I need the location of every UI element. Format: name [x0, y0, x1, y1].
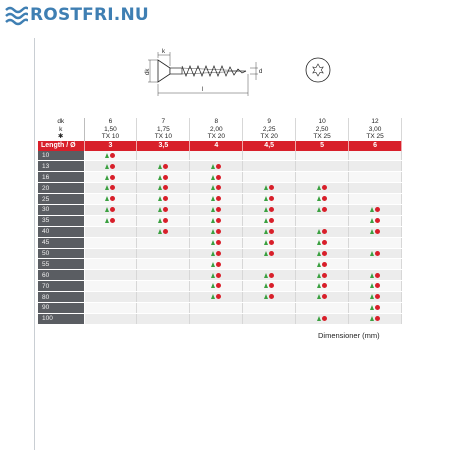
- dot-icon: [163, 229, 168, 234]
- dot-icon: [322, 283, 327, 288]
- dot-icon: [163, 164, 168, 169]
- availability-cell: [190, 172, 243, 183]
- length-cell: 30: [38, 204, 84, 215]
- dot-icon: [216, 273, 221, 278]
- header-cell: 1,50: [84, 126, 137, 134]
- triangle-icon: [370, 305, 374, 310]
- triangle-icon: [211, 294, 215, 299]
- table-row: [38, 270, 402, 281]
- triangle-icon: [264, 283, 268, 288]
- availability-cell: [243, 237, 296, 248]
- triangle-icon: [158, 164, 162, 169]
- table-row: [38, 259, 402, 270]
- triangle-icon: [317, 273, 321, 278]
- availability-cell: [296, 313, 349, 324]
- dot-icon: [322, 185, 327, 190]
- dot-icon: [375, 218, 380, 223]
- triangle-icon: [211, 251, 215, 256]
- availability-cell: [243, 248, 296, 259]
- availability-cell: [84, 281, 137, 292]
- dk-label: dk: [145, 68, 151, 75]
- availability-cell: [190, 161, 243, 172]
- dimension-table: [38, 118, 402, 325]
- availability-cell: [137, 259, 190, 270]
- triangle-icon: [370, 316, 374, 321]
- triangle-icon: [211, 262, 215, 267]
- triangle-icon: [105, 164, 109, 169]
- availability-cell: [190, 248, 243, 259]
- triangle-icon: [370, 218, 374, 223]
- header-cell: TX 20: [243, 133, 296, 141]
- diameter-cell: 6: [349, 141, 402, 151]
- dot-icon: [269, 196, 274, 201]
- triangle-icon: [211, 229, 215, 234]
- dot-icon: [216, 283, 221, 288]
- availability-cell: [137, 313, 190, 324]
- brand-name: ROSTFRI.NU: [30, 5, 149, 25]
- header-cell: 2,25: [243, 126, 296, 134]
- dot-icon: [110, 207, 115, 212]
- availability-cell: [296, 270, 349, 281]
- length-cell: 13: [38, 161, 84, 172]
- availability-cell: [349, 313, 402, 324]
- availability-cell: [84, 259, 137, 270]
- length-cell: 70: [38, 281, 84, 292]
- availability-cell: [84, 248, 137, 259]
- availability-cell: [243, 204, 296, 215]
- availability-cell: [243, 183, 296, 194]
- triangle-icon: [370, 251, 374, 256]
- dot-icon: [375, 305, 380, 310]
- dot-icon: [163, 175, 168, 180]
- length-cell: 35: [38, 215, 84, 226]
- dot-icon: [216, 164, 221, 169]
- length-cell: 25: [38, 194, 84, 205]
- availability-cell: [349, 270, 402, 281]
- triangle-icon: [211, 196, 215, 201]
- dot-icon: [216, 175, 221, 180]
- availability-cell: [296, 248, 349, 259]
- availability-cell: [349, 215, 402, 226]
- availability-cell: [84, 161, 137, 172]
- dot-icon: [322, 294, 327, 299]
- dot-icon: [375, 294, 380, 299]
- availability-cell: [349, 259, 402, 270]
- table-row: [38, 292, 402, 303]
- table-row: [38, 226, 402, 237]
- triangle-icon: [370, 207, 374, 212]
- dot-icon: [216, 229, 221, 234]
- availability-cell: [190, 237, 243, 248]
- availability-cell: [190, 204, 243, 215]
- availability-cell: [84, 215, 137, 226]
- availability-cell: [190, 151, 243, 161]
- dot-icon: [375, 207, 380, 212]
- availability-cell: [243, 161, 296, 172]
- table-row: [38, 183, 402, 194]
- dot-icon: [322, 207, 327, 212]
- availability-cell: [349, 237, 402, 248]
- availability-cell: [296, 194, 349, 205]
- header-row: [38, 133, 402, 141]
- header-row-label: k: [38, 126, 84, 134]
- header-row-label: ✱: [38, 133, 84, 141]
- availability-cell: [349, 281, 402, 292]
- dot-icon: [216, 207, 221, 212]
- availability-cell: [84, 183, 137, 194]
- triangle-icon: [264, 218, 268, 223]
- dot-icon: [375, 283, 380, 288]
- dot-icon: [216, 196, 221, 201]
- header-cell: 3,00: [349, 126, 402, 134]
- availability-cell: [296, 292, 349, 303]
- table-row: [38, 161, 402, 172]
- availability-cell: [349, 183, 402, 194]
- availability-cell: [243, 226, 296, 237]
- availability-cell: [349, 204, 402, 215]
- availability-cell: [137, 204, 190, 215]
- triangle-icon: [317, 207, 321, 212]
- header-row: [38, 118, 402, 126]
- header-cell: TX 10: [84, 133, 137, 141]
- dot-icon: [163, 207, 168, 212]
- availability-cell: [84, 237, 137, 248]
- diameter-cell: 4: [190, 141, 243, 151]
- availability-cell: [137, 281, 190, 292]
- table-row: [38, 204, 402, 215]
- triangle-icon: [264, 185, 268, 190]
- availability-cell: [137, 151, 190, 161]
- triangle-icon: [211, 240, 215, 245]
- availability-cell: [243, 194, 296, 205]
- availability-cell: [190, 292, 243, 303]
- triangle-icon: [211, 164, 215, 169]
- availability-cell: [84, 270, 137, 281]
- l-label: l: [202, 87, 204, 93]
- triangle-icon: [317, 262, 321, 267]
- dot-icon: [375, 316, 380, 321]
- dot-icon: [269, 218, 274, 223]
- triangle-icon: [317, 196, 321, 201]
- availability-cell: [349, 248, 402, 259]
- header-cell: TX 25: [296, 133, 349, 141]
- triangle-icon: [264, 196, 268, 201]
- dot-icon: [269, 294, 274, 299]
- triangle-icon: [370, 294, 374, 299]
- availability-cell: [243, 281, 296, 292]
- waves-icon: [4, 2, 28, 28]
- screw-drawing: [140, 48, 410, 106]
- triangle-icon: [105, 218, 109, 223]
- header-cell: 6: [84, 118, 137, 126]
- triangle-icon: [158, 207, 162, 212]
- availability-cell: [296, 151, 349, 161]
- table-row: [38, 248, 402, 259]
- availability-cell: [84, 204, 137, 215]
- dot-icon: [322, 251, 327, 256]
- availability-cell: [190, 259, 243, 270]
- triangle-icon: [317, 240, 321, 245]
- left-divider: [34, 38, 35, 450]
- availability-cell: [137, 226, 190, 237]
- triangle-icon: [264, 229, 268, 234]
- dot-icon: [163, 185, 168, 190]
- header-cell: TX 10: [137, 133, 190, 141]
- availability-cell: [296, 281, 349, 292]
- availability-cell: [137, 270, 190, 281]
- length-cell: 55: [38, 259, 84, 270]
- header-cell: 8: [190, 118, 243, 126]
- availability-cell: [84, 194, 137, 205]
- triangle-icon: [105, 153, 109, 158]
- d-label: d: [259, 69, 263, 75]
- triangle-icon: [317, 316, 321, 321]
- availability-cell: [243, 215, 296, 226]
- availability-cell: [190, 302, 243, 313]
- availability-cell: [243, 259, 296, 270]
- table-row: [38, 237, 402, 248]
- dot-icon: [163, 196, 168, 201]
- dot-icon: [216, 185, 221, 190]
- diameter-cell: 3: [84, 141, 137, 151]
- availability-cell: [349, 302, 402, 313]
- dot-icon: [322, 240, 327, 245]
- dimensions-label: Dimensioner (mm): [318, 331, 380, 340]
- dot-icon: [269, 240, 274, 245]
- length-cell: 50: [38, 248, 84, 259]
- dot-icon: [322, 316, 327, 321]
- availability-cell: [137, 172, 190, 183]
- table-row: [38, 313, 402, 324]
- availability-cell: [296, 204, 349, 215]
- table-row: [38, 281, 402, 292]
- dot-icon: [269, 283, 274, 288]
- availability-cell: [137, 161, 190, 172]
- diameter-cell: 3,5: [137, 141, 190, 151]
- header-cell: 1,75: [137, 126, 190, 134]
- table-row: [38, 151, 402, 161]
- availability-cell: [349, 172, 402, 183]
- header-row-label: dk: [38, 118, 84, 126]
- dot-icon: [269, 207, 274, 212]
- header-cell: 10: [296, 118, 349, 126]
- availability-cell: [190, 281, 243, 292]
- length-cell: 90: [38, 302, 84, 313]
- table-row: [38, 215, 402, 226]
- header-cell: TX 25: [349, 133, 402, 141]
- triangle-icon: [158, 196, 162, 201]
- dot-icon: [269, 251, 274, 256]
- diameter-cell: 5: [296, 141, 349, 151]
- length-cell: 100: [38, 313, 84, 324]
- triangle-icon: [317, 229, 321, 234]
- dot-icon: [322, 273, 327, 278]
- triangle-icon: [317, 185, 321, 190]
- availability-cell: [84, 226, 137, 237]
- availability-cell: [296, 259, 349, 270]
- triangle-icon: [158, 185, 162, 190]
- availability-cell: [349, 161, 402, 172]
- dot-icon: [110, 153, 115, 158]
- triangle-icon: [370, 283, 374, 288]
- availability-cell: [349, 151, 402, 161]
- triangle-icon: [370, 273, 374, 278]
- triangle-icon: [158, 218, 162, 223]
- table-row: [38, 172, 402, 183]
- brand-logo: [4, 2, 149, 28]
- availability-cell: [190, 194, 243, 205]
- header-row: [38, 126, 402, 134]
- availability-cell: [137, 237, 190, 248]
- length-diameter-label: Length / Ø: [38, 141, 84, 151]
- triangle-icon: [264, 273, 268, 278]
- availability-cell: [137, 215, 190, 226]
- table-row: [38, 302, 402, 313]
- length-cell: 60: [38, 270, 84, 281]
- triangle-icon: [211, 175, 215, 180]
- availability-cell: [84, 172, 137, 183]
- header-cell: TX 20: [190, 133, 243, 141]
- triangle-icon: [264, 240, 268, 245]
- header-cell: 12: [349, 118, 402, 126]
- diameter-row: [38, 141, 402, 151]
- triangle-icon: [264, 294, 268, 299]
- availability-cell: [243, 292, 296, 303]
- dot-icon: [110, 185, 115, 190]
- dot-icon: [322, 229, 327, 234]
- availability-cell: [137, 194, 190, 205]
- availability-cell: [137, 248, 190, 259]
- triangle-icon: [211, 185, 215, 190]
- dot-icon: [110, 164, 115, 169]
- length-cell: 20: [38, 183, 84, 194]
- dot-icon: [216, 218, 221, 223]
- availability-cell: [84, 292, 137, 303]
- dot-icon: [216, 240, 221, 245]
- triangle-icon: [211, 273, 215, 278]
- k-label: k: [162, 49, 165, 55]
- dot-icon: [216, 294, 221, 299]
- triangle-icon: [317, 251, 321, 256]
- availability-cell: [296, 302, 349, 313]
- dot-icon: [269, 229, 274, 234]
- dot-icon: [269, 273, 274, 278]
- triangle-icon: [105, 196, 109, 201]
- dot-icon: [375, 251, 380, 256]
- availability-cell: [296, 183, 349, 194]
- triangle-icon: [158, 229, 162, 234]
- header-cell: 2,00: [190, 126, 243, 134]
- availability-cell: [190, 183, 243, 194]
- availability-cell: [296, 161, 349, 172]
- availability-cell: [190, 226, 243, 237]
- availability-cell: [190, 313, 243, 324]
- availability-cell: [190, 270, 243, 281]
- availability-cell: [349, 292, 402, 303]
- dot-icon: [163, 218, 168, 223]
- dot-icon: [216, 262, 221, 267]
- diameter-cell: 4,5: [243, 141, 296, 151]
- dot-icon: [216, 251, 221, 256]
- dot-icon: [110, 196, 115, 201]
- availability-cell: [84, 302, 137, 313]
- triangle-icon: [105, 207, 109, 212]
- triangle-icon: [105, 175, 109, 180]
- header-cell: 7: [137, 118, 190, 126]
- availability-cell: [243, 151, 296, 161]
- triangle-icon: [158, 175, 162, 180]
- triangle-icon: [211, 207, 215, 212]
- availability-cell: [243, 270, 296, 281]
- availability-cell: [296, 172, 349, 183]
- length-cell: 10: [38, 151, 84, 161]
- triangle-icon: [317, 283, 321, 288]
- availability-cell: [243, 313, 296, 324]
- availability-cell: [349, 194, 402, 205]
- dot-icon: [110, 175, 115, 180]
- availability-cell: [84, 313, 137, 324]
- availability-cell: [137, 183, 190, 194]
- dot-icon: [110, 218, 115, 223]
- availability-cell: [84, 151, 137, 161]
- availability-cell: [296, 226, 349, 237]
- availability-cell: [137, 302, 190, 313]
- availability-cell: [243, 172, 296, 183]
- triangle-icon: [211, 283, 215, 288]
- dot-icon: [269, 185, 274, 190]
- availability-cell: [243, 302, 296, 313]
- dot-icon: [375, 273, 380, 278]
- dot-icon: [322, 196, 327, 201]
- header-cell: 9: [243, 118, 296, 126]
- header-cell: 2,50: [296, 126, 349, 134]
- triangle-icon: [317, 294, 321, 299]
- length-cell: 45: [38, 237, 84, 248]
- triangle-icon: [370, 229, 374, 234]
- availability-cell: [349, 226, 402, 237]
- triangle-icon: [105, 185, 109, 190]
- triangle-icon: [264, 207, 268, 212]
- dot-icon: [322, 262, 327, 267]
- availability-cell: [190, 215, 243, 226]
- length-cell: 40: [38, 226, 84, 237]
- table-row: [38, 194, 402, 205]
- availability-cell: [137, 292, 190, 303]
- length-cell: 16: [38, 172, 84, 183]
- triangle-icon: [211, 218, 215, 223]
- availability-cell: [296, 237, 349, 248]
- dot-icon: [375, 229, 380, 234]
- length-cell: 80: [38, 292, 84, 303]
- availability-cell: [296, 215, 349, 226]
- triangle-icon: [264, 251, 268, 256]
